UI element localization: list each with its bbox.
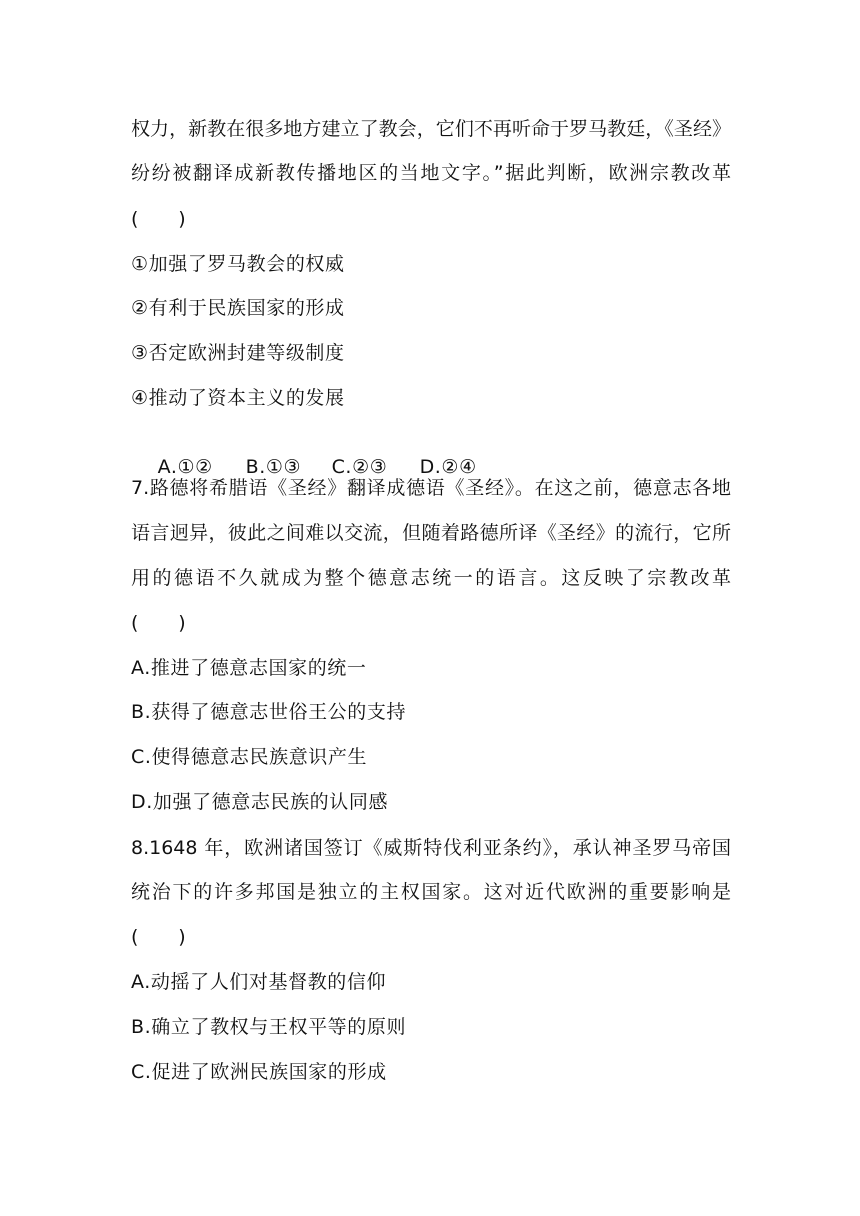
q7-option-a[interactable]: A.推进了德意志国家的统一 [131,657,367,679]
q7-stem-line-3: 用的德语不久就成为整个德意志统一的语言。这反映了宗教改革 [131,567,731,589]
q6-choice-d[interactable]: D.②④ [419,456,477,478]
q6-choice-b[interactable]: B.①③ [245,456,302,478]
q6-answer-blank: ( ) [131,208,187,230]
q6-statement-1: ①加强了罗马教会的权威 [131,253,345,275]
q8-stem-line-2: 统治下的许多邦国是独立的主权国家。这对近代欧洲的重要影响是 [131,881,731,903]
q8-option-b[interactable]: B.确立了教权与王权平等的原则 [131,1016,407,1038]
q7-stem-line-2: 语言迥异，彼此之间难以交流，但随着路德所译《圣经》的流行，它所 [131,522,731,544]
q7-option-b[interactable]: B.获得了德意志世俗王公的支持 [131,701,407,723]
q8-option-a[interactable]: A.动摇了人们对基督教的信仰 [131,971,387,993]
q6-statement-2: ②有利于民族国家的形成 [131,297,345,319]
q8-option-c[interactable]: C.促进了欧洲民族国家的形成 [131,1061,387,1083]
q7-answer-blank: ( ) [131,612,187,634]
q7-stem-line-1: 7.路德将希腊语《圣经》翻译成德语《圣经》。在这之前，德意志各地 [131,477,731,499]
q8-answer-blank: ( ) [131,926,187,948]
q6-statement-4: ④推动了资本主义的发展 [131,387,345,409]
q6-stem-line-1: 权力，新教在很多地方建立了教会，它们不再听命于罗马教廷，《圣经》 [131,118,731,140]
q8-stem-line-1: 8.1648 年，欧洲诸国签订《威斯特伐利亚条约》，承认神圣罗马帝国 [131,837,731,859]
q6-statement-3: ③否定欧洲封建等级制度 [131,342,345,364]
q6-choice-a[interactable]: A.①② [157,456,213,478]
q7-option-d[interactable]: D.加强了德意志民族的认同感 [131,791,389,813]
q6-choice-c[interactable]: C.②③ [331,456,388,478]
q6-stem-line-2: 纷纷被翻译成新教传播地区的当地文字。”据此判断，欧洲宗教改革 [131,162,731,184]
q7-option-c[interactable]: C.使得德意志民族意识产生 [131,746,368,768]
